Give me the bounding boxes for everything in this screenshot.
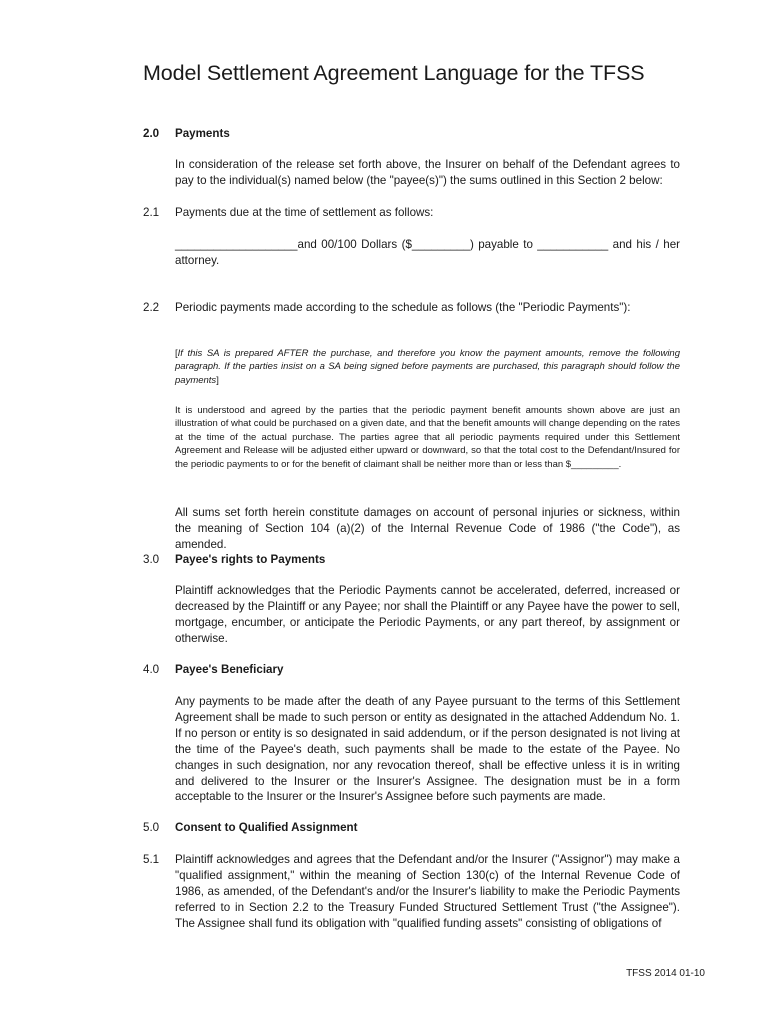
section-number: 2.1 [143, 206, 160, 219]
note-text: If this SA is prepared AFTER the purchase, and therefore you know the payment amounts, remove the following paragraph. If the parties insist on a SA being signed before payments are purchased, this paragraph should follow the payments [175, 348, 680, 386]
section-2-1-body: ___________________and 00/100 Dollars ($_________) payable to ___________ and his / her attorney. [175, 238, 680, 267]
drafting-note [175, 347, 680, 387]
footer-doc-id: TFSS 2014 01-10 [626, 968, 705, 979]
section-heading: Payments due at the time of settlement as follows: [175, 206, 434, 219]
note-bracket-open: [ [175, 348, 178, 359]
section-heading: Payee's rights to Payments [175, 553, 326, 566]
section-3-0-body: Plaintiff acknowledges that the Periodic Payments cannot be accelerated, deferred, increased or decreased by the Plaintiff or any Payee; nor shall the Plaintiff or any Payee have the power to sell, mortgage, encumber, or anticipate the Periodic Payments, or any part thereof, by assignment or otherwise. [175, 584, 680, 645]
damages-paragraph: All sums set forth herein constitute damages on account of personal injuries or sickness, within the meaning of Section 104 (a)(2) of the Internal Revenue Code of 1986 ("the Code"), as amended. [175, 506, 680, 551]
section-number: 5.0 [143, 821, 160, 834]
section-5-1-body: Plaintiff acknowledges and agrees that the Defendant and/or the Insurer ("Assignor") may make a "qualified assignment," within the meaning of Section 130(c) of the Internal Revenue Code of 1986, as amended, of the Defendant's and/or the Insurer's liability to make the Periodic Payments referred to in Section 2.2 to the Treasury Funded Structured Settlement Trust ("the Assignee"). The Assignee shall fund its obligation with "qualified funding assets" consisting of obligations of [175, 853, 680, 930]
section-number: 3.0 [143, 553, 160, 566]
adjustment-paragraph: It is understood and agreed by the parties that the periodic payment benefit amounts shown above are just an illustration of what could be purchased on a given date, and that the benefit amounts will change depending on the rates at the time of the actual purchase. The parties agree that all periodic payments required under this Settlement Agreement and Release will be adjusted either upward or downward, so that the total cost to the Defendant/Insured for the periodic payments to or for the benefit of claimant shall be neither more than or less than $_________. [175, 405, 680, 470]
section-4-0-body: Any payments to be made after the death of any Payee pursuant to the terms of this Settlement Agreement shall be made to such person or entity as designated in the attached Addendum No. 1. If no person or entity is so designated in said addendum, or if the person designated is not living at the time of the Payee's death, such payments shall be made to the estate of the Payee. No changes in such designation, nor any revocation thereof, shall be effective unless it is in writing and delivered to the Insurer or the Insurer's Assignee. The designation must be in a form acceptable to the Insurer or the Insurer's Assignee before such payments are made. [175, 695, 680, 804]
note-bracket-close: ] [216, 374, 219, 386]
section-heading: Payments [175, 127, 230, 140]
document-title: Model Settlement Agreement Language for the TFSS [143, 61, 645, 85]
section-number: 2.0 [143, 127, 160, 140]
section-heading: Payee's Beneficiary [175, 663, 284, 676]
section-number: 5.1 [143, 853, 160, 866]
section-2-0-body: In consideration of the release set forth above, the Insurer on behalf of the Defendant agrees to pay to the individual(s) named below (the "payee(s)") the sums outlined in this Section 2 below: [175, 158, 680, 187]
section-heading: Periodic payments made according to the schedule as follows (the "Periodic Payments"): [175, 301, 631, 314]
section-number: 2.2 [143, 301, 160, 314]
section-number: 4.0 [143, 663, 160, 676]
section-heading: Consent to Qualified Assignment [175, 821, 358, 834]
